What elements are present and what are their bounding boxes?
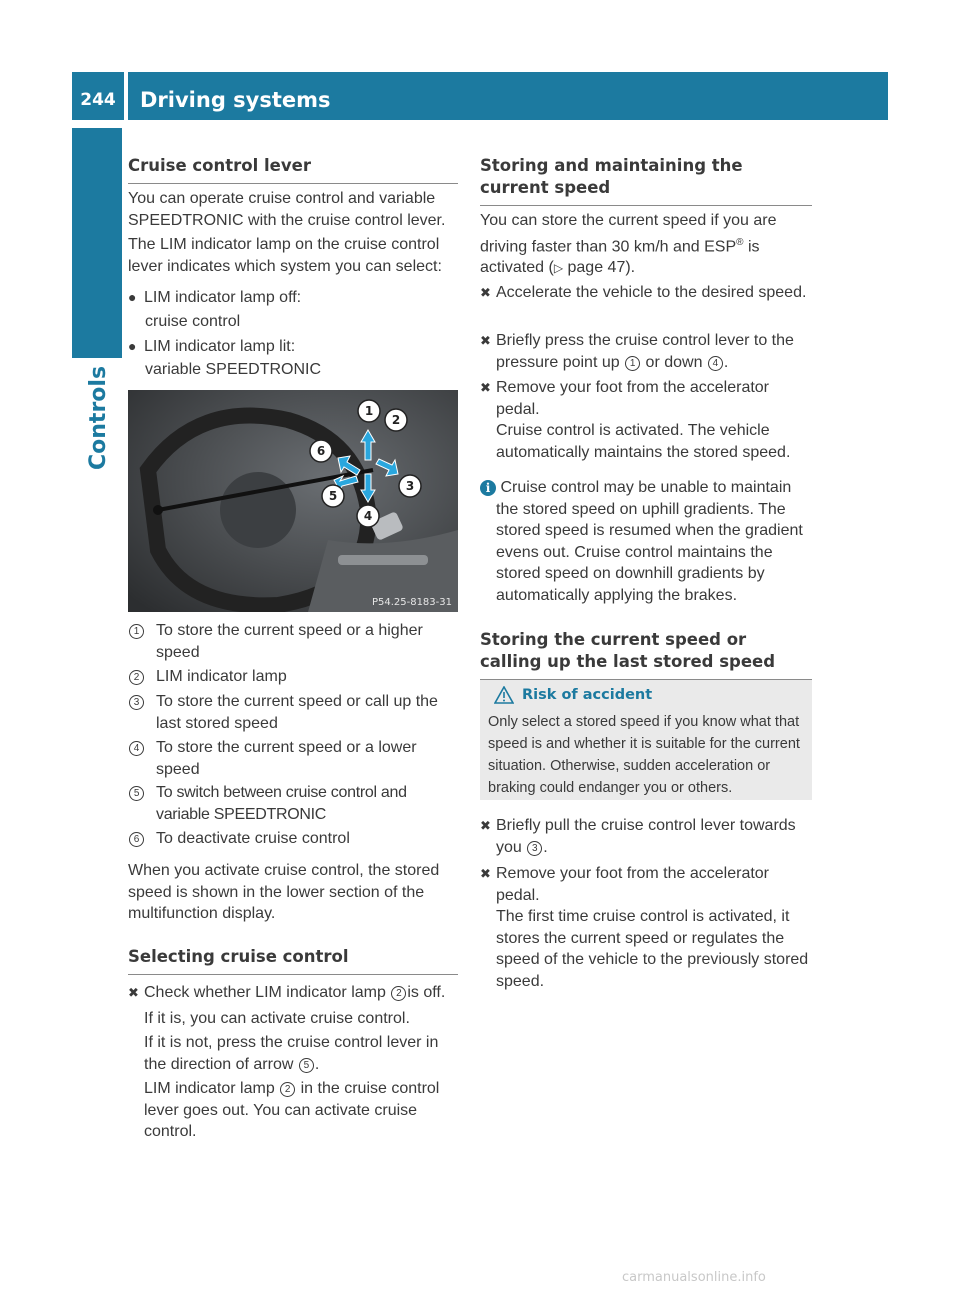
callout-number: 5 [299,1058,314,1073]
photo-callout-6: 6 [316,444,326,458]
callout-number: 5 [129,786,144,801]
callout-number: 1 [129,624,144,639]
callout-number: 2 [280,1082,295,1097]
lever-illustration [128,390,458,612]
header-divider [124,72,128,120]
bullet-subtext: variable SPEEDTRONIC [145,361,322,378]
callout-number: 6 [129,832,144,847]
warning-title: Risk of accident [522,687,653,703]
photo-callout-5: 5 [328,489,338,503]
step-arrow-icon: ✖ [480,866,491,881]
console-buttons-shape [338,555,428,565]
step-item: ✖ Accelerate the vehicle to the desired speed. [480,282,812,304]
callout-number: 1 [625,356,640,371]
warning-body: Only select a stored speed if you know what that speed is and whether it is suitable for the current situation. Otherwise, sudden acceleration or braking could endanger you or others. [488,714,800,796]
paragraph: The LIM indicator lamp on the cruise control lever indicates which system you can select: [128,236,442,275]
paragraph: If it is not, press the cruise control lever in the direction of arrow 5 . [144,1034,439,1073]
step-arrow-icon: ✖ [480,285,491,300]
callout-number: 4 [708,356,723,371]
callout-number: 3 [129,695,144,710]
legend-item-2 [128,666,458,688]
section-heading-storing-maintaining: Storing and maintaining the current speed [480,155,812,206]
bullet-icon: ● [128,289,137,305]
photo-callout-2: 2 [391,413,401,427]
page-ref-icon: ▷ [553,261,564,276]
step-item: ✖ Remove your foot from the accelerator pedal. [480,865,770,904]
callout-number: 2 [391,986,406,1001]
paragraph: You can store the current speed if you are driving faster than 30 km/h and ESP® is activated (▷ page 47). [480,212,777,277]
photo-code: P54.25-8183-31 [371,597,452,608]
legend-text: To store the current speed or a higher speed [156,622,423,661]
footer-watermark: carmanualsonline.info [622,1270,766,1285]
legend-item-5 [128,782,460,825]
info-icon: i [480,480,496,496]
step-item: ✖ Briefly pull the cruise control lever towards you 3 . [480,817,796,856]
section-heading-cruise-control-lever: Cruise control lever [128,155,458,184]
paragraph: Cruise control is activated. The vehicle automatically maintains the stored speed. [496,422,791,461]
paragraph: You can operate cruise control and variable SPEEDTRONIC with the cruise control lever. [128,190,446,229]
step-item: ✖ Briefly press the cruise control lever to the pressure point up 1 or down 4 . [480,332,794,371]
legend-text: To store the current speed or call up the last stored speed [156,693,438,732]
step-arrow-icon: ✖ [128,985,139,1000]
page-number: 244 [80,90,116,110]
legend-text: To store the current speed or a lower speed [156,739,417,778]
warning-triangle-icon [494,686,514,709]
callout-number: 4 [129,741,144,756]
bullet-icon: ● [128,338,137,354]
step-item: ✖ Check whether LIM indicator lamp 2 is off. [128,982,460,1004]
paragraph: If it is, you can activate cruise control. [144,1010,410,1027]
legend-item-1 [128,620,458,663]
legend-text: LIM indicator lamp [156,668,287,685]
paragraph: When you activate cruise control, the stored speed is shown in the lower section of the multifunction display. [128,862,440,922]
step-arrow-icon: ✖ [480,333,491,348]
cruise-control-lever-photo [128,390,458,612]
legend-item-6 [128,828,458,850]
bullet-item [128,336,458,358]
legend-text: To switch between cruise control and variable SPEEDTRONIC [156,784,407,823]
wheel-hub-shape [220,472,296,548]
info-note: i Cruise control may be unable to maintain the stored speed on uphill gradients. The stored speed is resumed when the gradient evens out. Cruise control maintains the stored speed on downhill gradients by automatically applying the brakes. [480,477,814,606]
legend-item-4 [128,737,458,780]
bullet-item [128,287,458,309]
photo-callout-3: 3 [405,479,415,493]
bullet-subtext: cruise control [145,313,241,330]
lever-pointer-dot [153,505,163,515]
paragraph: The first time cruise control is activated, it stores the current speed or regulates the speed of the vehicle to the previously stored speed. [496,908,809,990]
step-arrow-icon: ✖ [480,380,491,395]
section-heading-calling-up: Storing the current speed or calling up the last stored speed [480,629,812,680]
bullet-text: LIM indicator lamp lit: [144,338,296,355]
callout-number: 2 [129,670,144,685]
photo-callout-4: 4 [363,509,373,523]
side-tab-block [72,128,122,358]
step-arrow-icon: ✖ [480,818,491,833]
photo-callout-1: 1 [364,404,374,418]
section-heading-selecting-cruise-control: Selecting cruise control [128,946,458,975]
callout-number: 3 [527,841,542,856]
side-tab-label: Controls [86,365,111,470]
legend-item-3 [128,691,460,734]
bullet-text: LIM indicator lamp off: [144,289,302,306]
step-item: ✖ Remove your foot from the accelerator pedal. [480,379,770,418]
paragraph: LIM indicator lamp 2 in the cruise control lever goes out. You can activate cruise control. [144,1080,440,1140]
page-title: Driving systems [140,88,331,112]
legend-text: To deactivate cruise control [156,830,350,847]
